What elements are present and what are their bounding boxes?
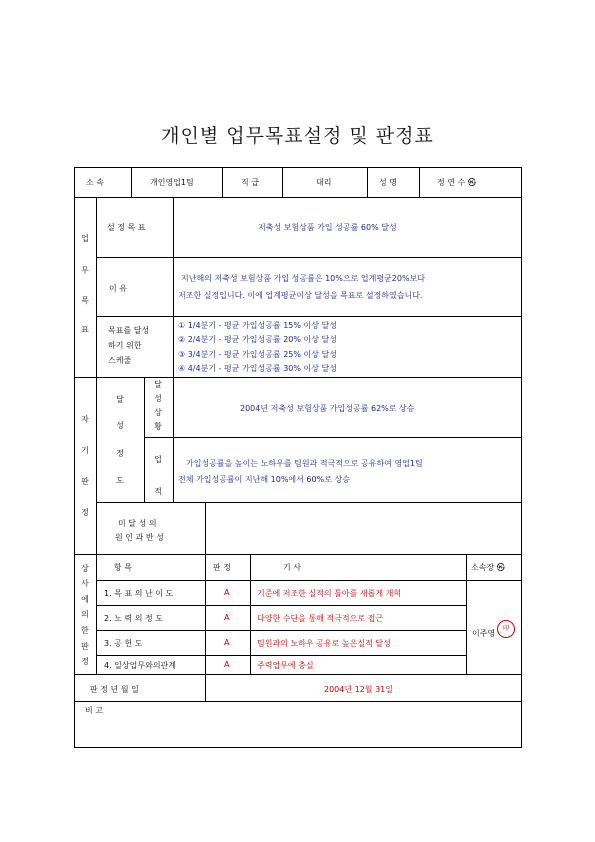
failure-reason-label: 미 달 성 의 [118,519,157,528]
self-section-char: 기 [81,446,89,455]
eval-note: 팀원과의 노하우 공유로 높은실적 달성 [257,639,391,648]
status-label-char: 상 [154,408,162,417]
reason-line-1: 지난해의 저축성 보험상품 가입 성공률은 10%으로 업계평균20%보다 [181,274,426,283]
eval-item: 4. 일상업무와의관계 [104,661,176,670]
judgement-date-label: 판 정 년 월 일 [90,685,139,694]
judgement-date-value: 2004년 12월 31일 [324,685,393,694]
target-label: 설 정 목 표 [107,223,146,232]
degree-label-char: 도 [116,476,124,485]
boss-header: 소속장 ㉿ [471,563,505,572]
degree-label-char: 달 [116,395,124,404]
eval-note: 주력업무에 충실 [257,661,314,670]
degree-label-char: 정 [116,449,124,458]
schedule-item: ② 2/4분기 - 평균 가입성공률 20% 이상 달성 [178,335,337,344]
eval-item: 3. 공 헌 도 [104,639,143,648]
page-title: 개인별 업무목표설정 및 판정표 [161,125,434,147]
result-label-char: 업 [154,455,162,464]
eval-note: 기준에 저조한 실적의 틀아를 새롭게 개혁 [257,589,402,598]
judge-header: 판 정 [213,563,231,572]
supervisor-section-char: 판 [81,642,89,651]
eval-item: 2. 노 력 의 정 도 [104,614,163,623]
status-label-char: 황 [154,422,162,431]
reason-label: 이 유 [109,284,127,293]
eval-note: 다양한 수단을 통해 적극적으로 접근 [257,614,384,623]
reason-line-2: 저조한 실정입니다. 이에 업계평균이상 달성을 목표로 설정하였습니다. [178,291,423,300]
supervisor-section-char: 상 [81,564,89,573]
name-label: 성 명 [379,178,397,187]
remarks-label: 비 고 [85,706,103,715]
supervisor-section-char: 한 [81,626,89,635]
supervisor-section-char: 에 [81,595,89,604]
self-section-char: 자 [81,415,89,424]
dept-label: 소 속 [86,178,104,187]
result-line-2: 전체 가입성공률이 지난해 10%에서 60%로 상승 [178,475,350,484]
schedule-item: ④ 4/4분기 - 평균 가입성공률 30% 이상 달성 [178,364,337,373]
goal-section-char: 업 [81,234,89,243]
result-label-char: 적 [154,487,162,496]
status-label-char: 성 [154,394,162,403]
status-label-char: 달 [154,380,162,389]
schedule-label-line: 하기 위한 [108,341,142,350]
eval-item: 1. 목 표 의 난 이 도 [104,589,174,598]
goal-section-char: 표 [81,325,89,334]
goal-section-char: 무 [81,266,89,275]
target-value: 저축성 보험상품 가입 성공률 60% 달성 [258,223,397,232]
self-section-char: 판 [81,477,89,486]
eval-grade: A [224,660,230,669]
supervisor-section-char: 사 [81,579,89,588]
position-label: 직 급 [241,178,259,187]
eval-grade: A [224,613,230,622]
eval-grade: A [224,638,230,647]
note-header: 기 사 [283,563,301,572]
supervisor-section-char: 정 [81,657,89,666]
schedule-label-line: 스케줄 [108,356,132,365]
boss-seal: 印 [497,620,515,638]
degree-label-char: 성 [116,421,124,430]
schedule-label-line: 목표를 달성 [108,326,150,335]
boss-name: 이주영 [472,629,496,638]
item-header: 항 목 [114,563,132,572]
position-value: 대리 [316,178,332,187]
dept-value: 개인영업1팀 [150,178,194,187]
status-value: 2004년 저축성 보험상품 가입성공률 62%로 상승 [240,404,415,413]
failure-reason-label: 원 인 과 반 성 [115,533,164,542]
eval-grade: A [224,588,230,597]
supervisor-section-char: 의 [81,610,89,619]
schedule-item: ① 1/4분기 - 평균 가입성공률 15% 이상 달성 [178,321,337,330]
schedule-item: ③ 3/4분기 - 평균 가입성공률 25% 이상 달성 [178,350,337,359]
self-section-char: 정 [81,508,89,517]
name-value: 정 연 수 ㉿ [437,178,476,187]
goal-section-char: 목 [81,296,89,305]
result-line-1: 가입성공률을 높이는 노하우를 팀원과 적극적으로 공유하여 영업1팀 [186,459,423,468]
